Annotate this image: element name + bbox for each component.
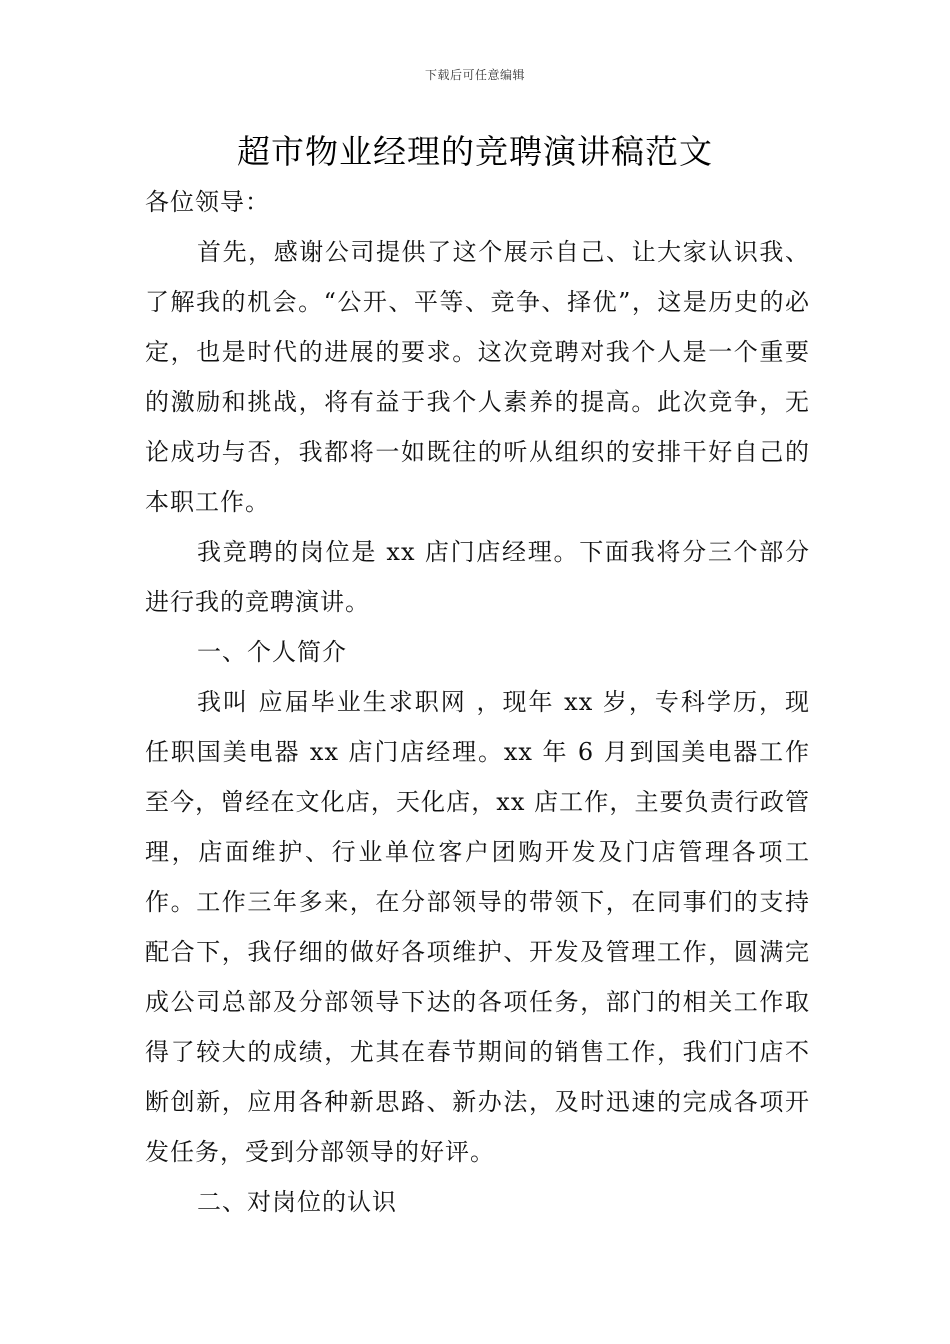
document-title: 超市物业经理的竞聘演讲稿范文 bbox=[237, 132, 713, 171]
document-body bbox=[145, 177, 810, 1227]
salutation: 各位领导： bbox=[145, 188, 270, 216]
paragraph-profile: 我叫 应届毕业生求职网 ，现年 xx 岁，专科学历，现任职国美电器 xx 店门店经理。xx 年 6 月到国美电器工作至今，曾经在文化店，天化店，xx 店工作，主要负责行政管理，店面维护、行业单位客户团购开发及门店管理各项工作。工作三年多来，在分部领导的带领下，在同事们的支持配合下，我仔细的做好各项维护、开发及管理工作，圆满完成公司总部及分部领导下达的各项任务，部门的相关工作取得了较大的成绩，尤其在春节期间的销售工作，我们门店不断创新，应用各种新思路、新办法，及时迅速的完成各项开发任务，受到分部领导的好评。 bbox=[145, 688, 810, 1166]
section-heading-1: 一、个人简介 bbox=[197, 638, 347, 666]
section-heading-2: 二、对岗位的认识 bbox=[197, 1188, 397, 1216]
paragraph-position: 我竞聘的岗位是 xx 店门店经理。下面我将分三个部分进行我的竞聘演讲。 bbox=[145, 538, 810, 616]
header-note: 下载后可任意编辑 bbox=[424, 68, 525, 82]
paragraph-intro: 首先，感谢公司提供了这个展示自己、让大家认识我、了解我的机会。“公开、平等、竞争、择优”，这是历史的必定，也是时代的进展的要求。这次竞聘对我个人是一个重要的激励和挑战，将有益于我个人素养的提高。此次竞争，无论成功与否，我都将一如既往的听从组织的安排干好自己的本职工作。 bbox=[145, 238, 810, 516]
